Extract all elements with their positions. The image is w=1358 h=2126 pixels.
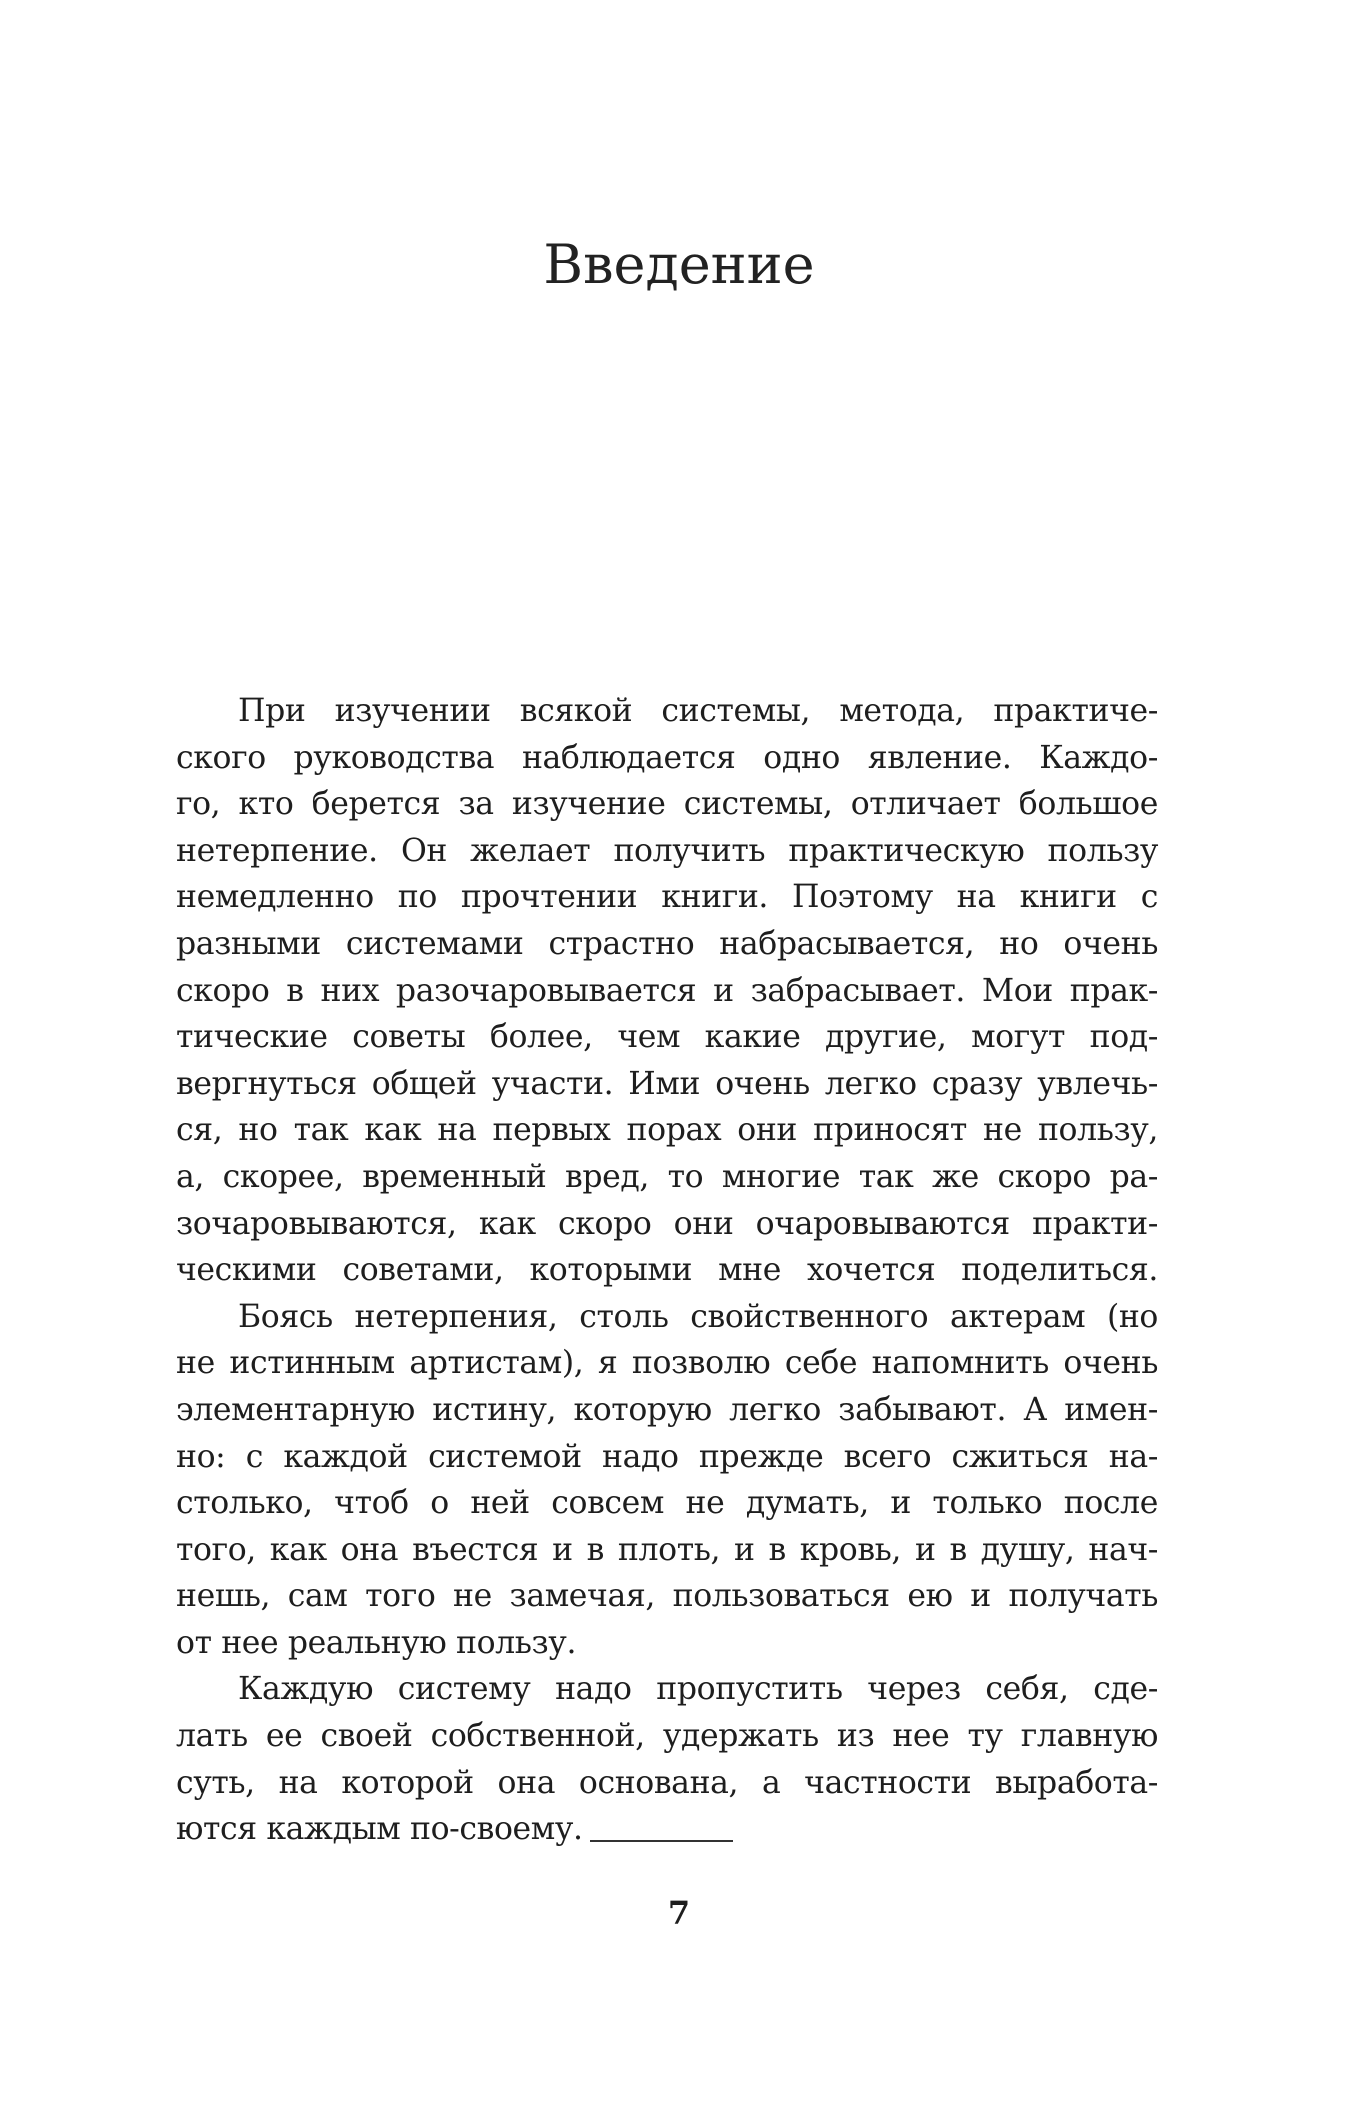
text-line: тические советы более, чем какие другие, могут под- [176,1019,1158,1056]
paragraph-3 [176,1666,1158,1852]
text-line: от нее реальную пользу. [176,1624,577,1661]
text-line: нетерпение. Он желает получить практическую пользу [176,832,1158,869]
paragraph-1 [176,688,1158,1294]
text-line: лать ее своей собственной, удержать из нее ту главную [176,1718,1158,1755]
text-line: скоро в них разочаровывается и забрасывает. Мои прак- [176,972,1158,1009]
text-line: Каждую систему надо пропустить через себя, сде- [238,1671,1158,1708]
text-line: разными системами страстно набрасывается, но очень [176,925,1158,962]
text-line: вергнуться общей участи. Ими очень легко сразу увлечь- [176,1065,1158,1102]
text-line: а, скорее, временный вред, то многие так же скоро ра- [176,1158,1158,1195]
text-line: При изучении всякой системы, метода, практиче- [238,693,1158,729]
text-line: суть, на которой она основана, а частности выработа- [176,1764,1158,1801]
chapter-title: Введение [543,233,815,296]
text-line: столько, чтоб о ней совсем не думать, и только после [176,1485,1158,1522]
text-line: Боясь нетерпения, столь свойственного актерам (но [238,1298,1158,1335]
text-line: нешь, сам того не замечая, пользоваться ею и получать [176,1578,1158,1615]
text-line: элементарную истину, которую легко забывают. А имен- [176,1391,1158,1428]
text-line: но: с каждой системой надо прежде всего сжиться на- [176,1438,1158,1475]
text-line: зочаровываются, как скоро они очаровываются практи- [176,1205,1158,1242]
footer-divider [590,1840,733,1842]
text-line: го, кто берется за изучение системы, отличает большое [176,786,1158,823]
text-line: ются каждым по-своему. [176,1811,583,1848]
text-line: ческими советами, которыми мне хочется поделиться. [176,1252,1158,1289]
text-line: не истинным артистам), я позволю себе напомнить очень [176,1345,1158,1382]
paragraph-2 [176,1294,1158,1667]
page-number: 7 [667,1894,691,1932]
chapter-body [176,688,1158,1853]
text-line: того, как она въестся и в плоть, и в кровь, и в душу, нач- [176,1531,1158,1568]
text-line: ся, но так как на первых порах они приносят не пользу, [176,1112,1158,1149]
text-line: ского руководства наблюдается одно явление. Каждо- [176,739,1158,776]
text-line: немедленно по прочтении книги. Поэтому на книги с [176,879,1158,916]
